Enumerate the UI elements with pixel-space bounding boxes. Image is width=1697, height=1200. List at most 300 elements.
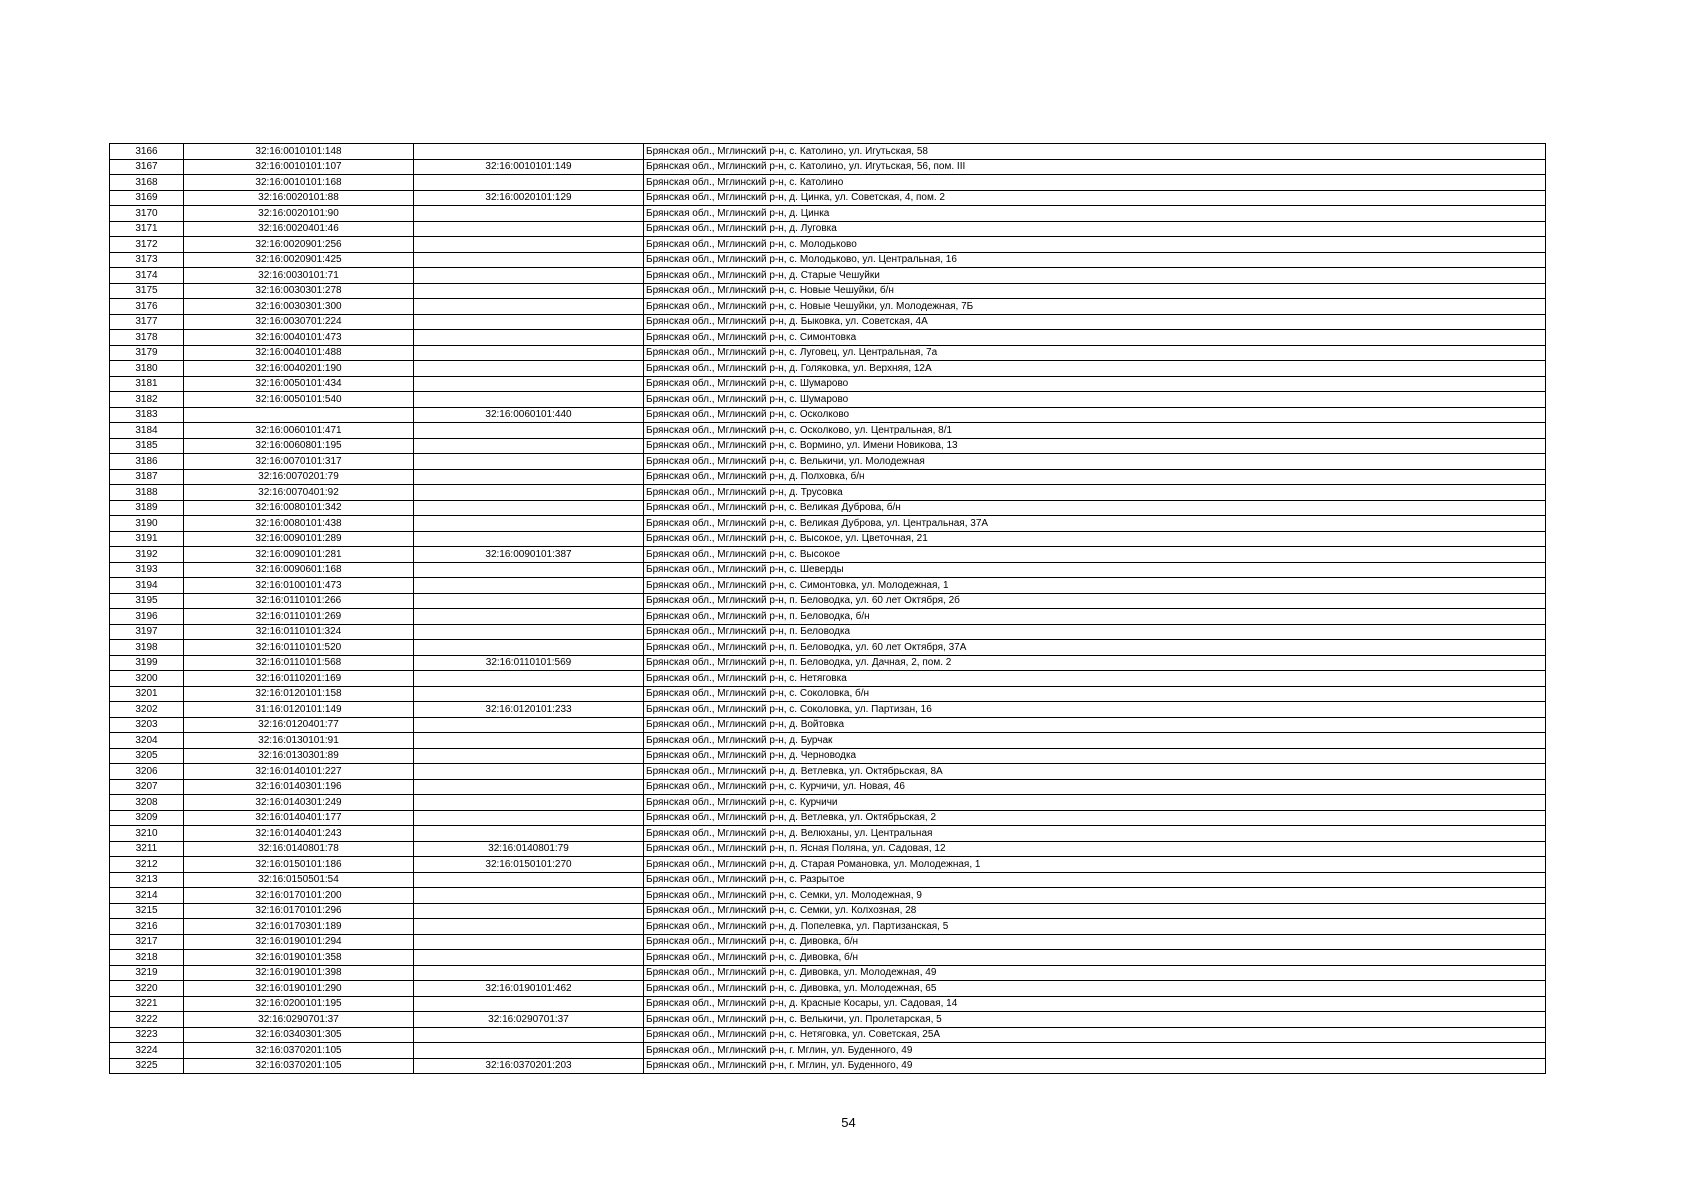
- linked-cadastral-number-cell: [414, 221, 644, 237]
- row-number-cell: 3216: [110, 919, 184, 935]
- row-number-cell: 3212: [110, 857, 184, 873]
- address-cell: Брянская обл., Мглинский р-н, г. Мглин, ул. Буденного, 49: [644, 1058, 1546, 1074]
- table-row: [110, 903, 1546, 919]
- address-cell: Брянская обл., Мглинский р-н, с. Католино, ул. Игутьская, 58: [644, 144, 1546, 160]
- table-row: [110, 1043, 1546, 1059]
- table-row: [110, 423, 1546, 439]
- table-row: [110, 252, 1546, 268]
- row-number-cell: 3195: [110, 593, 184, 609]
- address-cell: Брянская обл., Мглинский р-н, с. Разрытое: [644, 872, 1546, 888]
- cadastral-number-cell: 32:16:0120401:77: [184, 717, 414, 733]
- cadastral-number-cell: 32:16:0080101:342: [184, 500, 414, 516]
- cadastral-number-cell: 32:16:0060101:471: [184, 423, 414, 439]
- row-number-cell: 3225: [110, 1058, 184, 1074]
- row-number-cell: 3184: [110, 423, 184, 439]
- linked-cadastral-number-cell: [414, 330, 644, 346]
- row-number-cell: 3173: [110, 252, 184, 268]
- linked-cadastral-number-cell: [414, 1043, 644, 1059]
- linked-cadastral-number-cell: 32:16:0150101:270: [414, 857, 644, 873]
- row-number-cell: 3193: [110, 562, 184, 578]
- row-number-cell: 3182: [110, 392, 184, 408]
- row-number-cell: 3213: [110, 872, 184, 888]
- row-number-cell: 3207: [110, 779, 184, 795]
- linked-cadastral-number-cell: [414, 485, 644, 501]
- cadastral-number-cell: 32:16:0190101:358: [184, 950, 414, 966]
- address-cell: Брянская обл., Мглинский р-н, г. Мглин, ул. Буденного, 49: [644, 1043, 1546, 1059]
- linked-cadastral-number-cell: 32:16:0140801:79: [414, 841, 644, 857]
- address-cell: Брянская обл., Мглинский р-н, д. Ветлевка, ул. Октябрьская, 8А: [644, 764, 1546, 780]
- cadastral-number-cell: 32:16:0030701:224: [184, 314, 414, 330]
- row-number-cell: 3214: [110, 888, 184, 904]
- table-row: [110, 407, 1546, 423]
- cadastral-number-cell: 32:16:0290701:37: [184, 1012, 414, 1028]
- cadastral-number-cell: 32:16:0110101:324: [184, 624, 414, 640]
- cadastral-number-cell: 32:16:0370201:105: [184, 1058, 414, 1074]
- row-number-cell: 3218: [110, 950, 184, 966]
- table-row: [110, 485, 1546, 501]
- address-cell: Брянская обл., Мглинский р-н, с. Нетяговка: [644, 671, 1546, 687]
- linked-cadastral-number-cell: [414, 903, 644, 919]
- table-row: [110, 531, 1546, 547]
- address-cell: Брянская обл., Мглинский р-н, п. Беловодка, ул. 60 лет Октября, 37А: [644, 640, 1546, 656]
- table-row: [110, 857, 1546, 873]
- cadastral-number-cell: 32:16:0140801:78: [184, 841, 414, 857]
- address-cell: Брянская обл., Мглинский р-н, с. Симонтовка, ул. Молодежная, 1: [644, 578, 1546, 594]
- address-cell: Брянская обл., Мглинский р-н, д. Черноводка: [644, 748, 1546, 764]
- cadastral-number-cell: 32:16:0140301:196: [184, 779, 414, 795]
- address-cell: Брянская обл., Мглинский р-н, п. Беловодка: [644, 624, 1546, 640]
- cadastral-number-cell: 32:16:0150101:186: [184, 857, 414, 873]
- cadastral-number-cell: 32:16:0190101:294: [184, 934, 414, 950]
- cadastral-number-cell: 32:16:0050101:434: [184, 376, 414, 392]
- cadastral-number-cell: 32:16:0010101:168: [184, 175, 414, 191]
- table-row: [110, 469, 1546, 485]
- row-number-cell: 3203: [110, 717, 184, 733]
- cadastral-number-cell: 32:16:0010101:107: [184, 159, 414, 175]
- table-row: [110, 547, 1546, 563]
- cadastral-number-cell: 32:16:0070201:79: [184, 469, 414, 485]
- address-cell: Брянская обл., Мглинский р-н, д. Войтовка: [644, 717, 1546, 733]
- table-row: [110, 872, 1546, 888]
- linked-cadastral-number-cell: [414, 578, 644, 594]
- linked-cadastral-number-cell: [414, 888, 644, 904]
- cadastral-number-cell: 32:16:0190101:290: [184, 981, 414, 997]
- cadastral-number-cell: 32:16:0110101:266: [184, 593, 414, 609]
- address-cell: Брянская обл., Мглинский р-н, с. Соколовка, ул. Партизан, 16: [644, 702, 1546, 718]
- row-number-cell: 3221: [110, 996, 184, 1012]
- linked-cadastral-number-cell: [414, 438, 644, 454]
- linked-cadastral-number-cell: [414, 392, 644, 408]
- linked-cadastral-number-cell: [414, 268, 644, 284]
- table-row: [110, 624, 1546, 640]
- row-number-cell: 3194: [110, 578, 184, 594]
- cadastral-number-cell: 32:16:0100101:473: [184, 578, 414, 594]
- address-cell: Брянская обл., Мглинский р-н, д. Бурчак: [644, 733, 1546, 749]
- address-cell: Брянская обл., Мглинский р-н, д. Цинка: [644, 206, 1546, 222]
- linked-cadastral-number-cell: [414, 299, 644, 315]
- table-row: [110, 314, 1546, 330]
- row-number-cell: 3183: [110, 407, 184, 423]
- linked-cadastral-number-cell: 32:16:0020101:129: [414, 190, 644, 206]
- row-number-cell: 3205: [110, 748, 184, 764]
- row-number-cell: 3198: [110, 640, 184, 656]
- address-cell: Брянская обл., Мглинский р-н, д. Ветлевка, ул. Октябрьская, 2: [644, 810, 1546, 826]
- table-row: [110, 764, 1546, 780]
- linked-cadastral-number-cell: [414, 314, 644, 330]
- address-cell: Брянская обл., Мглинский р-н, с. Высокое: [644, 547, 1546, 563]
- linked-cadastral-number-cell: 32:16:0110101:569: [414, 655, 644, 671]
- table-row: [110, 345, 1546, 361]
- table-row: [110, 206, 1546, 222]
- address-cell: Брянская обл., Мглинский р-н, с. Нетяговка, ул. Советская, 25А: [644, 1027, 1546, 1043]
- row-number-cell: 3170: [110, 206, 184, 222]
- row-number-cell: 3219: [110, 965, 184, 981]
- table-row: [110, 438, 1546, 454]
- row-number-cell: 3192: [110, 547, 184, 563]
- linked-cadastral-number-cell: [414, 609, 644, 625]
- cadastral-number-cell: 32:16:0370201:105: [184, 1043, 414, 1059]
- cadastral-number-cell: 32:16:0060801:195: [184, 438, 414, 454]
- row-number-cell: 3209: [110, 810, 184, 826]
- linked-cadastral-number-cell: [414, 934, 644, 950]
- cadastral-number-cell: 32:16:0020901:425: [184, 252, 414, 268]
- cadastral-number-cell: 32:16:0140401:243: [184, 826, 414, 842]
- address-cell: Брянская обл., Мглинский р-н, с. Дивовка, ул. Молодежная, 65: [644, 981, 1546, 997]
- address-cell: Брянская обл., Мглинский р-н, с. Новые Чешуйки, б/н: [644, 283, 1546, 299]
- linked-cadastral-number-cell: [414, 562, 644, 578]
- row-number-cell: 3180: [110, 361, 184, 377]
- address-cell: Брянская обл., Мглинский р-н, д. Быковка, ул. Советская, 4А: [644, 314, 1546, 330]
- address-cell: Брянская обл., Мглинский р-н, д. Старые Чешуйки: [644, 268, 1546, 284]
- address-cell: Брянская обл., Мглинский р-н, с. Дивовка, б/н: [644, 950, 1546, 966]
- address-cell: Брянская обл., Мглинский р-н, с. Католино, ул. Игутьская, 56, пом. III: [644, 159, 1546, 175]
- row-number-cell: 3197: [110, 624, 184, 640]
- table-row: [110, 330, 1546, 346]
- table-row: [110, 686, 1546, 702]
- table-row: [110, 578, 1546, 594]
- table-row: [110, 655, 1546, 671]
- table-row: [110, 640, 1546, 656]
- row-number-cell: 3175: [110, 283, 184, 299]
- page-number: 54: [841, 1115, 856, 1130]
- row-number-cell: 3172: [110, 237, 184, 253]
- cadastral-number-cell: 32:16:0040201:190: [184, 361, 414, 377]
- linked-cadastral-number-cell: [414, 950, 644, 966]
- linked-cadastral-number-cell: [414, 748, 644, 764]
- linked-cadastral-number-cell: [414, 283, 644, 299]
- cadastral-number-cell: 32:16:0040101:473: [184, 330, 414, 346]
- table-row: [110, 454, 1546, 470]
- row-number-cell: 3217: [110, 934, 184, 950]
- address-cell: Брянская обл., Мглинский р-н, с. Великая Дуброва, б/н: [644, 500, 1546, 516]
- registry-table: [109, 143, 1546, 1074]
- cadastral-number-cell: 32:16:0170101:296: [184, 903, 414, 919]
- table-row: [110, 609, 1546, 625]
- address-cell: Брянская обл., Мглинский р-н, с. Курчичи: [644, 795, 1546, 811]
- table-row: [110, 593, 1546, 609]
- linked-cadastral-number-cell: 32:16:0090101:387: [414, 547, 644, 563]
- row-number-cell: 3189: [110, 500, 184, 516]
- row-number-cell: 3206: [110, 764, 184, 780]
- registry-table-body: [110, 144, 1546, 1074]
- linked-cadastral-number-cell: [414, 361, 644, 377]
- table-row: [110, 888, 1546, 904]
- table-row: [110, 159, 1546, 175]
- table-row: [110, 299, 1546, 315]
- table-row: [110, 190, 1546, 206]
- table-row: [110, 376, 1546, 392]
- table-row: [110, 841, 1546, 857]
- linked-cadastral-number-cell: 32:16:0290701:37: [414, 1012, 644, 1028]
- row-number-cell: 3176: [110, 299, 184, 315]
- cadastral-number-cell: 32:16:0020401:46: [184, 221, 414, 237]
- address-cell: Брянская обл., Мглинский р-н, с. Высокое, ул. Цветочная, 21: [644, 531, 1546, 547]
- table-row: [110, 981, 1546, 997]
- cadastral-number-cell: 32:16:0170101:200: [184, 888, 414, 904]
- row-number-cell: 3177: [110, 314, 184, 330]
- cadastral-number-cell: 32:16:0140101:227: [184, 764, 414, 780]
- address-cell: Брянская обл., Мглинский р-н, д. Попелевка, ул. Партизанская, 5: [644, 919, 1546, 935]
- row-number-cell: 3168: [110, 175, 184, 191]
- cadastral-number-cell: 31:16:0120101:149: [184, 702, 414, 718]
- linked-cadastral-number-cell: [414, 872, 644, 888]
- linked-cadastral-number-cell: [414, 826, 644, 842]
- address-cell: Брянская обл., Мглинский р-н, с. Велькичи, ул. Молодежная: [644, 454, 1546, 470]
- row-number-cell: 3210: [110, 826, 184, 842]
- row-number-cell: 3199: [110, 655, 184, 671]
- address-cell: Брянская обл., Мглинский р-н, с. Велькичи, ул. Пролетарская, 5: [644, 1012, 1546, 1028]
- cadastral-number-cell: 32:16:0090101:281: [184, 547, 414, 563]
- table-row: [110, 733, 1546, 749]
- address-cell: Брянская обл., Мглинский р-н, п. Беловодка, ул. 60 лет Октября, 2б: [644, 593, 1546, 609]
- address-cell: Брянская обл., Мглинский р-н, с. Молодьково: [644, 237, 1546, 253]
- cadastral-number-cell: 32:16:0070401:92: [184, 485, 414, 501]
- cadastral-number-cell: 32:16:0110101:520: [184, 640, 414, 656]
- table-row: [110, 748, 1546, 764]
- table-row: [110, 392, 1546, 408]
- row-number-cell: 3215: [110, 903, 184, 919]
- row-number-cell: 3169: [110, 190, 184, 206]
- address-cell: Брянская обл., Мглинский р-н, д. Луговка: [644, 221, 1546, 237]
- address-cell: Брянская обл., Мглинский р-н, с. Осколково: [644, 407, 1546, 423]
- table-row: [110, 144, 1546, 160]
- table-row: [110, 934, 1546, 950]
- linked-cadastral-number-cell: [414, 376, 644, 392]
- row-number-cell: 3204: [110, 733, 184, 749]
- address-cell: Брянская обл., Мглинский р-н, д. Голяковка, ул. Верхняя, 12А: [644, 361, 1546, 377]
- linked-cadastral-number-cell: [414, 469, 644, 485]
- table-row: [110, 779, 1546, 795]
- address-cell: Брянская обл., Мглинский р-н, с. Шеверды: [644, 562, 1546, 578]
- row-number-cell: 3200: [110, 671, 184, 687]
- row-number-cell: 3191: [110, 531, 184, 547]
- cadastral-number-cell: 32:16:0340301:305: [184, 1027, 414, 1043]
- table-row: [110, 1058, 1546, 1074]
- address-cell: Брянская обл., Мглинский р-н, д. Красные Косары, ул. Садовая, 14: [644, 996, 1546, 1012]
- cadastral-number-cell: 32:16:0120101:158: [184, 686, 414, 702]
- address-cell: Брянская обл., Мглинский р-н, с. Симонтовка: [644, 330, 1546, 346]
- linked-cadastral-number-cell: [414, 686, 644, 702]
- row-number-cell: 3188: [110, 485, 184, 501]
- table-row: [110, 175, 1546, 191]
- linked-cadastral-number-cell: 32:16:0370201:203: [414, 1058, 644, 1074]
- row-number-cell: 3224: [110, 1043, 184, 1059]
- linked-cadastral-number-cell: [414, 717, 644, 733]
- cadastral-number-cell: 32:16:0110101:269: [184, 609, 414, 625]
- cadastral-number-cell: 32:16:0030101:71: [184, 268, 414, 284]
- address-cell: Брянская обл., Мглинский р-н, п. Беловодка, б/н: [644, 609, 1546, 625]
- linked-cadastral-number-cell: [414, 996, 644, 1012]
- table-row: [110, 826, 1546, 842]
- table-row: [110, 268, 1546, 284]
- address-cell: Брянская обл., Мглинский р-н, с. Католино: [644, 175, 1546, 191]
- linked-cadastral-number-cell: 32:16:0060101:440: [414, 407, 644, 423]
- row-number-cell: 3220: [110, 981, 184, 997]
- row-number-cell: 3196: [110, 609, 184, 625]
- row-number-cell: 3208: [110, 795, 184, 811]
- linked-cadastral-number-cell: [414, 531, 644, 547]
- address-cell: Брянская обл., Мглинский р-н, с. Шумарово: [644, 392, 1546, 408]
- address-cell: Брянская обл., Мглинский р-н, с. Курчичи, ул. Новая, 46: [644, 779, 1546, 795]
- table-row: [110, 562, 1546, 578]
- cadastral-number-cell: 32:16:0070101:317: [184, 454, 414, 470]
- table-row: [110, 1012, 1546, 1028]
- linked-cadastral-number-cell: [414, 516, 644, 532]
- address-cell: Брянская обл., Мглинский р-н, с. Вормино, ул. Имени Новикова, 13: [644, 438, 1546, 454]
- address-cell: Брянская обл., Мглинский р-н, с. Молодьково, ул. Центральная, 16: [644, 252, 1546, 268]
- address-cell: Брянская обл., Мглинский р-н, д. Велюханы, ул. Центральная: [644, 826, 1546, 842]
- table-row: [110, 810, 1546, 826]
- row-number-cell: 3178: [110, 330, 184, 346]
- table-row: [110, 795, 1546, 811]
- linked-cadastral-number-cell: [414, 1027, 644, 1043]
- table-row: [110, 996, 1546, 1012]
- row-number-cell: 3166: [110, 144, 184, 160]
- address-cell: Брянская обл., Мглинский р-н, с. Новые Чешуйки, ул. Молодежная, 7Б: [644, 299, 1546, 315]
- table-row: [110, 919, 1546, 935]
- linked-cadastral-number-cell: [414, 764, 644, 780]
- address-cell: Брянская обл., Мглинский р-н, д. Цинка, ул. Советская, 4, пом. 2: [644, 190, 1546, 206]
- address-cell: Брянская обл., Мглинский р-н, д. Полховка, б/н: [644, 469, 1546, 485]
- linked-cadastral-number-cell: [414, 965, 644, 981]
- linked-cadastral-number-cell: [414, 810, 644, 826]
- table-row: [110, 717, 1546, 733]
- linked-cadastral-number-cell: [414, 144, 644, 160]
- linked-cadastral-number-cell: [414, 919, 644, 935]
- linked-cadastral-number-cell: [414, 500, 644, 516]
- cadastral-number-cell: 32:16:0110201:169: [184, 671, 414, 687]
- row-number-cell: 3211: [110, 841, 184, 857]
- cadastral-number-cell: 32:16:0020101:88: [184, 190, 414, 206]
- cadastral-number-cell: [184, 407, 414, 423]
- cadastral-number-cell: 32:16:0190101:398: [184, 965, 414, 981]
- address-cell: Брянская обл., Мглинский р-н, п. Беловодка, ул. Дачная, 2, пом. 2: [644, 655, 1546, 671]
- cadastral-number-cell: 32:16:0170301:189: [184, 919, 414, 935]
- row-number-cell: 3187: [110, 469, 184, 485]
- cadastral-number-cell: 32:16:0040101:488: [184, 345, 414, 361]
- table-row: [110, 361, 1546, 377]
- address-cell: Брянская обл., Мглинский р-н, с. Соколовка, б/н: [644, 686, 1546, 702]
- row-number-cell: 3179: [110, 345, 184, 361]
- address-cell: Брянская обл., Мглинский р-н, с. Луговец, ул. Центральная, 7а: [644, 345, 1546, 361]
- table-row: [110, 702, 1546, 718]
- address-cell: Брянская обл., Мглинский р-н, с. Дивовка, б/н: [644, 934, 1546, 950]
- linked-cadastral-number-cell: [414, 345, 644, 361]
- row-number-cell: 3167: [110, 159, 184, 175]
- address-cell: Брянская обл., Мглинский р-н, п. Ясная Поляна, ул. Садовая, 12: [644, 841, 1546, 857]
- linked-cadastral-number-cell: [414, 237, 644, 253]
- cadastral-number-cell: 32:16:0080101:438: [184, 516, 414, 532]
- address-cell: Брянская обл., Мглинский р-н, с. Осколково, ул. Центральная, 8/1: [644, 423, 1546, 439]
- linked-cadastral-number-cell: [414, 779, 644, 795]
- table-row: [110, 965, 1546, 981]
- table-row: [110, 516, 1546, 532]
- cadastral-number-cell: 32:16:0010101:148: [184, 144, 414, 160]
- linked-cadastral-number-cell: [414, 206, 644, 222]
- cadastral-number-cell: 32:16:0140301:249: [184, 795, 414, 811]
- cadastral-number-cell: 32:16:0030301:300: [184, 299, 414, 315]
- table-row: [110, 1027, 1546, 1043]
- address-cell: Брянская обл., Мглинский р-н, с. Шумарово: [644, 376, 1546, 392]
- linked-cadastral-number-cell: [414, 175, 644, 191]
- cadastral-number-cell: 32:16:0090601:168: [184, 562, 414, 578]
- table-row: [110, 500, 1546, 516]
- row-number-cell: 3181: [110, 376, 184, 392]
- linked-cadastral-number-cell: [414, 423, 644, 439]
- address-cell: Брянская обл., Мглинский р-н, с. Семки, ул. Колхозная, 28: [644, 903, 1546, 919]
- linked-cadastral-number-cell: [414, 454, 644, 470]
- linked-cadastral-number-cell: [414, 671, 644, 687]
- table-row: [110, 283, 1546, 299]
- row-number-cell: 3190: [110, 516, 184, 532]
- table-row: [110, 671, 1546, 687]
- row-number-cell: 3223: [110, 1027, 184, 1043]
- row-number-cell: 3185: [110, 438, 184, 454]
- cadastral-number-cell: 32:16:0090101:289: [184, 531, 414, 547]
- linked-cadastral-number-cell: [414, 640, 644, 656]
- row-number-cell: 3222: [110, 1012, 184, 1028]
- linked-cadastral-number-cell: [414, 624, 644, 640]
- linked-cadastral-number-cell: [414, 593, 644, 609]
- cadastral-number-cell: 32:16:0050101:540: [184, 392, 414, 408]
- linked-cadastral-number-cell: 32:16:0010101:149: [414, 159, 644, 175]
- cadastral-number-cell: 32:16:0200101:195: [184, 996, 414, 1012]
- linked-cadastral-number-cell: [414, 733, 644, 749]
- address-cell: Брянская обл., Мглинский р-н, с. Семки, ул. Молодежная, 9: [644, 888, 1546, 904]
- cadastral-number-cell: 32:16:0130101:91: [184, 733, 414, 749]
- cadastral-number-cell: 32:16:0130301:89: [184, 748, 414, 764]
- row-number-cell: 3201: [110, 686, 184, 702]
- cadastral-number-cell: 32:16:0030301:278: [184, 283, 414, 299]
- cadastral-number-cell: 32:16:0140401:177: [184, 810, 414, 826]
- cadastral-number-cell: 32:16:0020101:90: [184, 206, 414, 222]
- table-row: [110, 237, 1546, 253]
- address-cell: Брянская обл., Мглинский р-н, д. Трусовка: [644, 485, 1546, 501]
- linked-cadastral-number-cell: 32:16:0190101:462: [414, 981, 644, 997]
- linked-cadastral-number-cell: [414, 252, 644, 268]
- row-number-cell: 3202: [110, 702, 184, 718]
- row-number-cell: 3186: [110, 454, 184, 470]
- address-cell: Брянская обл., Мглинский р-н, с. Великая Дуброва, ул. Центральная, 37А: [644, 516, 1546, 532]
- row-number-cell: 3174: [110, 268, 184, 284]
- linked-cadastral-number-cell: 32:16:0120101:233: [414, 702, 644, 718]
- table-row: [110, 950, 1546, 966]
- cadastral-number-cell: 32:16:0020901:256: [184, 237, 414, 253]
- row-number-cell: 3171: [110, 221, 184, 237]
- address-cell: Брянская обл., Мглинский р-н, с. Дивовка, ул. Молодежная, 49: [644, 965, 1546, 981]
- table-row: [110, 221, 1546, 237]
- linked-cadastral-number-cell: [414, 795, 644, 811]
